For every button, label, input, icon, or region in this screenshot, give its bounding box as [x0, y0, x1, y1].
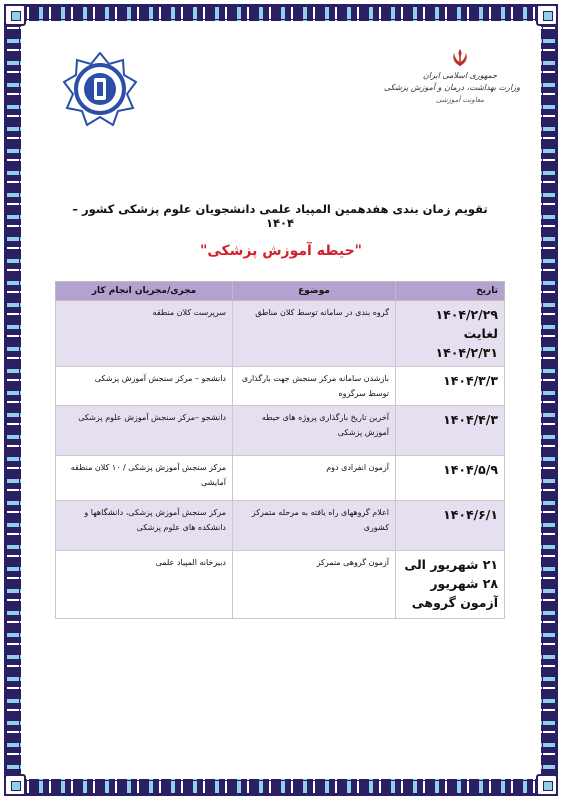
government-header [383, 48, 520, 106]
cell-date: ۱۴۰۴/۴/۳ [396, 406, 505, 456]
cell-topic: آزمون گروهی متمرکز [233, 551, 396, 619]
gov-line-republic: جمهوری اسلامی ایران [422, 71, 498, 80]
gov-line-ministry: وزارت بهداشت، درمان و آموزش پزشکی [383, 83, 520, 92]
cell-date: ۱۴۰۴/۲/۲۹ لغایت ۱۴۰۴/۲/۳۱ [396, 301, 505, 367]
table-row [56, 301, 505, 367]
cell-topic: بازشدن سامانه مرکز سنجش جهت بارگذاری توسط سرگروه [233, 367, 396, 406]
corner-ornament [536, 4, 558, 26]
gov-line-deputy: معاونت آموزشی [435, 96, 485, 104]
cell-date: ۱۴۰۴/۳/۳ [396, 367, 505, 406]
cell-responsible: دانشجو – مرکز سنجش آموزش پزشکی [56, 367, 233, 406]
table-row [56, 456, 505, 501]
corner-ornament [4, 774, 26, 796]
cell-topic: آزمون انفرادی دوم [233, 456, 396, 501]
table-row [56, 501, 505, 551]
cell-responsible: دبیرخانه المپیاد علمی [56, 551, 233, 619]
column-header-responsible: مجری/مجریان انجام کار [56, 282, 233, 301]
table-header-row [56, 282, 505, 301]
cell-topic: اعلام گروههای راه یافته به مرحله متمرکز کشوری [233, 501, 396, 551]
cell-responsible: دانشجو –مرکز سنجش آموزش علوم پزشکی [56, 406, 233, 456]
corner-ornament [4, 4, 26, 26]
cell-date: ۲۱ شهریور الی ۲۸ شهریور آزمون گروهی [396, 551, 505, 619]
cell-date: ۱۴۰۴/۶/۱ [396, 501, 505, 551]
table-row [56, 406, 505, 456]
column-header-topic: موضوع [233, 282, 396, 301]
corner-ornament [536, 774, 558, 796]
cell-topic: گروه بندی در سامانه توسط کلان مناطق [233, 301, 396, 367]
cell-date: ۱۴۰۴/۵/۹ [396, 456, 505, 501]
iran-emblem-icon [451, 48, 469, 68]
schedule-table [55, 281, 505, 619]
cell-responsible: مرکز سنجش آموزش پزشکی، دانشگاهها و دانشکده های علوم پزشکی [56, 501, 233, 551]
table-row [56, 551, 505, 619]
cell-topic: آخرین تاریخ بارگذاری پروژه های حیطه آموزش پزشکی [233, 406, 396, 456]
column-header-date: تاریخ [396, 282, 505, 301]
olympiad-logo-icon [63, 52, 137, 126]
cell-responsible: مرکز سنجش آموزش پزشکی / ۱۰ کلان منطقه آمایشی [56, 456, 233, 501]
page-title: تقویم زمان بندی هفدهمین المپیاد علمی دانشجویان علوم پزشکی کشور – ۱۴۰۴ [72, 202, 488, 230]
cell-responsible: سرپرست کلان منطقه [56, 301, 233, 367]
table-row [56, 367, 505, 406]
page-subtitle: "حیطه آموزش پزشکی" [200, 243, 362, 259]
